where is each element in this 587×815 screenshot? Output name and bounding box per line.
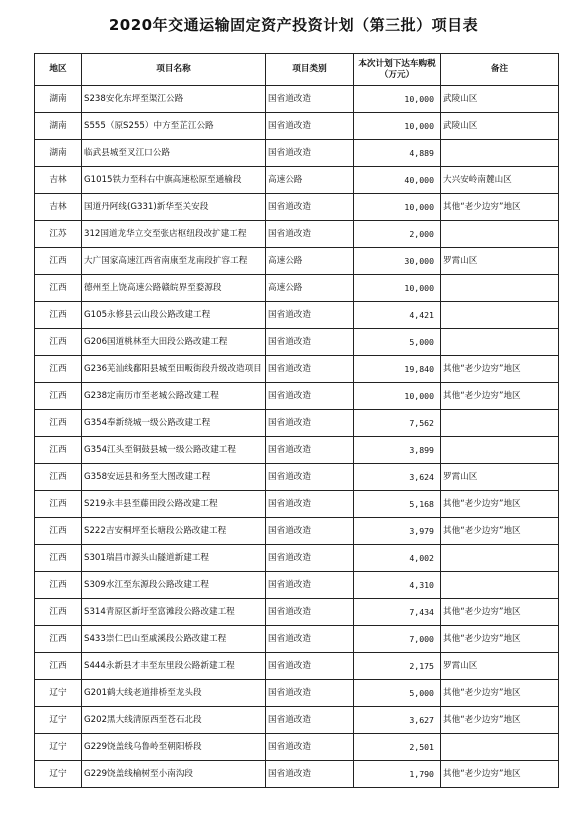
name-cell: G236芜汕线鄱阳县城至田畈街段升级改造项目 xyxy=(82,356,266,383)
note-cell xyxy=(441,437,559,464)
name-cell: S444永新县才丰至东里段公路新建工程 xyxy=(82,653,266,680)
amount-cell: 19,840 xyxy=(354,356,441,383)
amount-cell: 4,421 xyxy=(354,302,441,329)
name-cell: G105永修县云山段公路改建工程 xyxy=(82,302,266,329)
type-cell: 国省道改造 xyxy=(266,302,354,329)
amount-cell: 40,000 xyxy=(354,167,441,194)
type-cell: 国省道改造 xyxy=(266,140,354,167)
amount-cell: 3,899 xyxy=(354,437,441,464)
region-cell: 江西 xyxy=(35,653,82,680)
region-cell: 江西 xyxy=(35,599,82,626)
amount-cell: 7,434 xyxy=(354,599,441,626)
type-cell: 国省道改造 xyxy=(266,491,354,518)
name-cell: S222吉安桐坪至长塘段公路改建工程 xyxy=(82,518,266,545)
region-cell: 江西 xyxy=(35,329,82,356)
column-header-note: 备注 xyxy=(441,54,559,86)
region-cell: 江西 xyxy=(35,437,82,464)
type-cell: 国省道改造 xyxy=(266,680,354,707)
type-cell: 国省道改造 xyxy=(266,734,354,761)
note-cell: 其他“老少边穷”地区 xyxy=(441,599,559,626)
amount-cell: 10,000 xyxy=(354,275,441,302)
region-cell: 江西 xyxy=(35,545,82,572)
name-cell: 德州至上饶高速公路赣皖界至婺源段 xyxy=(82,275,266,302)
page-title: 2020年交通运输固定资产投资计划（第三批）项目表 xyxy=(108,16,479,34)
type-cell: 高速公路 xyxy=(266,248,354,275)
table-row xyxy=(35,356,559,383)
name-cell: S301瑞昌市源头山隧道新建工程 xyxy=(82,545,266,572)
note-cell: 其他“老少边穷”地区 xyxy=(441,356,559,383)
name-cell: G358安远县和务至大图改建工程 xyxy=(82,464,266,491)
type-cell: 国省道改造 xyxy=(266,545,354,572)
name-cell: G206国道桃林至大田段公路改建工程 xyxy=(82,329,266,356)
note-cell xyxy=(441,140,559,167)
table-row xyxy=(35,761,559,788)
table-row xyxy=(35,599,559,626)
amount-cell: 10,000 xyxy=(354,383,441,410)
amount-cell: 10,000 xyxy=(354,113,441,140)
column-header-name: 项目名称 xyxy=(82,54,266,86)
type-cell: 国省道改造 xyxy=(266,626,354,653)
note-cell xyxy=(441,275,559,302)
region-cell: 江苏 xyxy=(35,221,82,248)
type-cell: 国省道改造 xyxy=(266,113,354,140)
note-cell xyxy=(441,572,559,599)
table-row xyxy=(35,572,559,599)
name-cell: G202黑大线清原西至苍石北段 xyxy=(82,707,266,734)
amount-cell: 7,000 xyxy=(354,626,441,653)
note-cell: 罗霄山区 xyxy=(441,248,559,275)
type-cell: 国省道改造 xyxy=(266,464,354,491)
table-row xyxy=(35,545,559,572)
column-header-type: 项目类别 xyxy=(266,54,354,86)
type-cell: 国省道改造 xyxy=(266,437,354,464)
table-row xyxy=(35,680,559,707)
table-row xyxy=(35,86,559,113)
note-cell xyxy=(441,410,559,437)
amount-header-line1: 本次计划下达车购税 xyxy=(358,58,436,69)
note-cell: 其他“老少边穷”地区 xyxy=(441,518,559,545)
region-cell: 江西 xyxy=(35,248,82,275)
amount-cell: 3,624 xyxy=(354,464,441,491)
region-cell: 江西 xyxy=(35,491,82,518)
type-cell: 国省道改造 xyxy=(266,653,354,680)
amount-cell: 4,889 xyxy=(354,140,441,167)
amount-cell: 2,000 xyxy=(354,221,441,248)
region-cell: 吉林 xyxy=(35,194,82,221)
note-cell: 罗霄山区 xyxy=(441,653,559,680)
amount-cell: 5,000 xyxy=(354,680,441,707)
table-row xyxy=(35,113,559,140)
table-row xyxy=(35,491,559,518)
note-cell: 大兴安岭南麓山区 xyxy=(441,167,559,194)
type-cell: 国省道改造 xyxy=(266,329,354,356)
column-header-amount xyxy=(354,54,441,86)
table-row xyxy=(35,437,559,464)
region-cell: 江西 xyxy=(35,464,82,491)
name-cell: 大广国家高速江西省南康至龙南段扩容工程 xyxy=(82,248,266,275)
amount-cell: 5,000 xyxy=(354,329,441,356)
table-row xyxy=(35,248,559,275)
table-row xyxy=(35,167,559,194)
type-cell: 高速公路 xyxy=(266,167,354,194)
note-cell xyxy=(441,329,559,356)
table-row xyxy=(35,518,559,545)
note-cell: 其他“老少边穷”地区 xyxy=(441,761,559,788)
type-cell: 国省道改造 xyxy=(266,221,354,248)
table-row xyxy=(35,140,559,167)
region-cell: 江西 xyxy=(35,302,82,329)
name-cell: S309水江至东源段公路改建工程 xyxy=(82,572,266,599)
name-cell: S555（原S255）中方至芷江公路 xyxy=(82,113,266,140)
note-cell: 其他“老少边穷”地区 xyxy=(441,491,559,518)
region-cell: 湖南 xyxy=(35,113,82,140)
region-cell: 江西 xyxy=(35,518,82,545)
name-cell: G354奉新绕城一级公路改建工程 xyxy=(82,410,266,437)
type-cell: 国省道改造 xyxy=(266,194,354,221)
table-row xyxy=(35,329,559,356)
note-cell xyxy=(441,734,559,761)
table-row xyxy=(35,383,559,410)
amount-header-line2: （万元） xyxy=(379,69,415,80)
region-cell: 湖南 xyxy=(35,86,82,113)
type-cell: 国省道改造 xyxy=(266,356,354,383)
amount-cell: 10,000 xyxy=(354,86,441,113)
name-cell: 临武县城至叉江口公路 xyxy=(82,140,266,167)
region-cell: 江西 xyxy=(35,410,82,437)
name-cell: 312国道龙华立交至张店枢纽段改扩建工程 xyxy=(82,221,266,248)
table-row xyxy=(35,653,559,680)
amount-cell: 5,168 xyxy=(354,491,441,518)
name-cell: G201鹤大线老道排桥至龙头段 xyxy=(82,680,266,707)
note-cell: 武陵山区 xyxy=(441,113,559,140)
region-cell: 辽宁 xyxy=(35,734,82,761)
type-cell: 国省道改造 xyxy=(266,410,354,437)
table-row xyxy=(35,410,559,437)
table-row xyxy=(35,221,559,248)
region-cell: 江西 xyxy=(35,356,82,383)
note-cell: 其他“老少边穷”地区 xyxy=(441,707,559,734)
name-cell: G229饶盖线榆树至小南沟段 xyxy=(82,761,266,788)
name-cell: G229饶盖线乌鲁岭至朝阳桥段 xyxy=(82,734,266,761)
note-cell: 武陵山区 xyxy=(441,86,559,113)
note-cell: 其他“老少边穷”地区 xyxy=(441,680,559,707)
name-cell: G238定南历市至老城公路改建工程 xyxy=(82,383,266,410)
note-cell xyxy=(441,545,559,572)
project-table xyxy=(34,53,559,788)
table-row xyxy=(35,734,559,761)
region-cell: 江西 xyxy=(35,626,82,653)
type-cell: 国省道改造 xyxy=(266,572,354,599)
region-cell: 江西 xyxy=(35,275,82,302)
type-cell: 国省道改造 xyxy=(266,599,354,626)
table-row xyxy=(35,464,559,491)
note-cell xyxy=(441,221,559,248)
amount-cell: 4,002 xyxy=(354,545,441,572)
type-cell: 高速公路 xyxy=(266,275,354,302)
amount-cell: 7,562 xyxy=(354,410,441,437)
amount-cell: 3,979 xyxy=(354,518,441,545)
column-header-region: 地区 xyxy=(35,54,82,86)
amount-cell: 3,627 xyxy=(354,707,441,734)
table-row xyxy=(35,194,559,221)
name-cell: S219永丰县至藤田段公路改建工程 xyxy=(82,491,266,518)
name-cell: S433崇仁巴山至戚溪段公路改建工程 xyxy=(82,626,266,653)
type-cell: 国省道改造 xyxy=(266,518,354,545)
region-cell: 辽宁 xyxy=(35,680,82,707)
amount-cell: 10,000 xyxy=(354,194,441,221)
region-cell: 江西 xyxy=(35,572,82,599)
table-body xyxy=(35,86,559,788)
name-cell: G354江头至铜鼓县城一级公路改建工程 xyxy=(82,437,266,464)
amount-cell: 4,310 xyxy=(354,572,441,599)
amount-cell: 2,501 xyxy=(354,734,441,761)
region-cell: 辽宁 xyxy=(35,707,82,734)
amount-cell: 1,790 xyxy=(354,761,441,788)
note-cell: 其他“老少边穷”地区 xyxy=(441,626,559,653)
table-row xyxy=(35,275,559,302)
table-row xyxy=(35,626,559,653)
table-row xyxy=(35,707,559,734)
note-cell: 其他“老少边穷”地区 xyxy=(441,383,559,410)
name-cell: S314青原区新圩至富滩段公路改建工程 xyxy=(82,599,266,626)
name-cell: S238安化东坪至渠江公路 xyxy=(82,86,266,113)
table-header-row xyxy=(35,54,559,86)
region-cell: 江西 xyxy=(35,383,82,410)
amount-cell: 2,175 xyxy=(354,653,441,680)
name-cell: 国道丹阿线(G331)新华至关安段 xyxy=(82,194,266,221)
note-cell: 罗霄山区 xyxy=(441,464,559,491)
type-cell: 国省道改造 xyxy=(266,383,354,410)
type-cell: 国省道改造 xyxy=(266,761,354,788)
type-cell: 国省道改造 xyxy=(266,707,354,734)
note-cell: 其他“老少边穷”地区 xyxy=(441,194,559,221)
note-cell xyxy=(441,302,559,329)
table-row xyxy=(35,302,559,329)
name-cell: G1015铁力至科右中旗高速松原至通榆段 xyxy=(82,167,266,194)
region-cell: 湖南 xyxy=(35,140,82,167)
type-cell: 国省道改造 xyxy=(266,86,354,113)
region-cell: 辽宁 xyxy=(35,761,82,788)
region-cell: 吉林 xyxy=(35,167,82,194)
amount-cell: 30,000 xyxy=(354,248,441,275)
